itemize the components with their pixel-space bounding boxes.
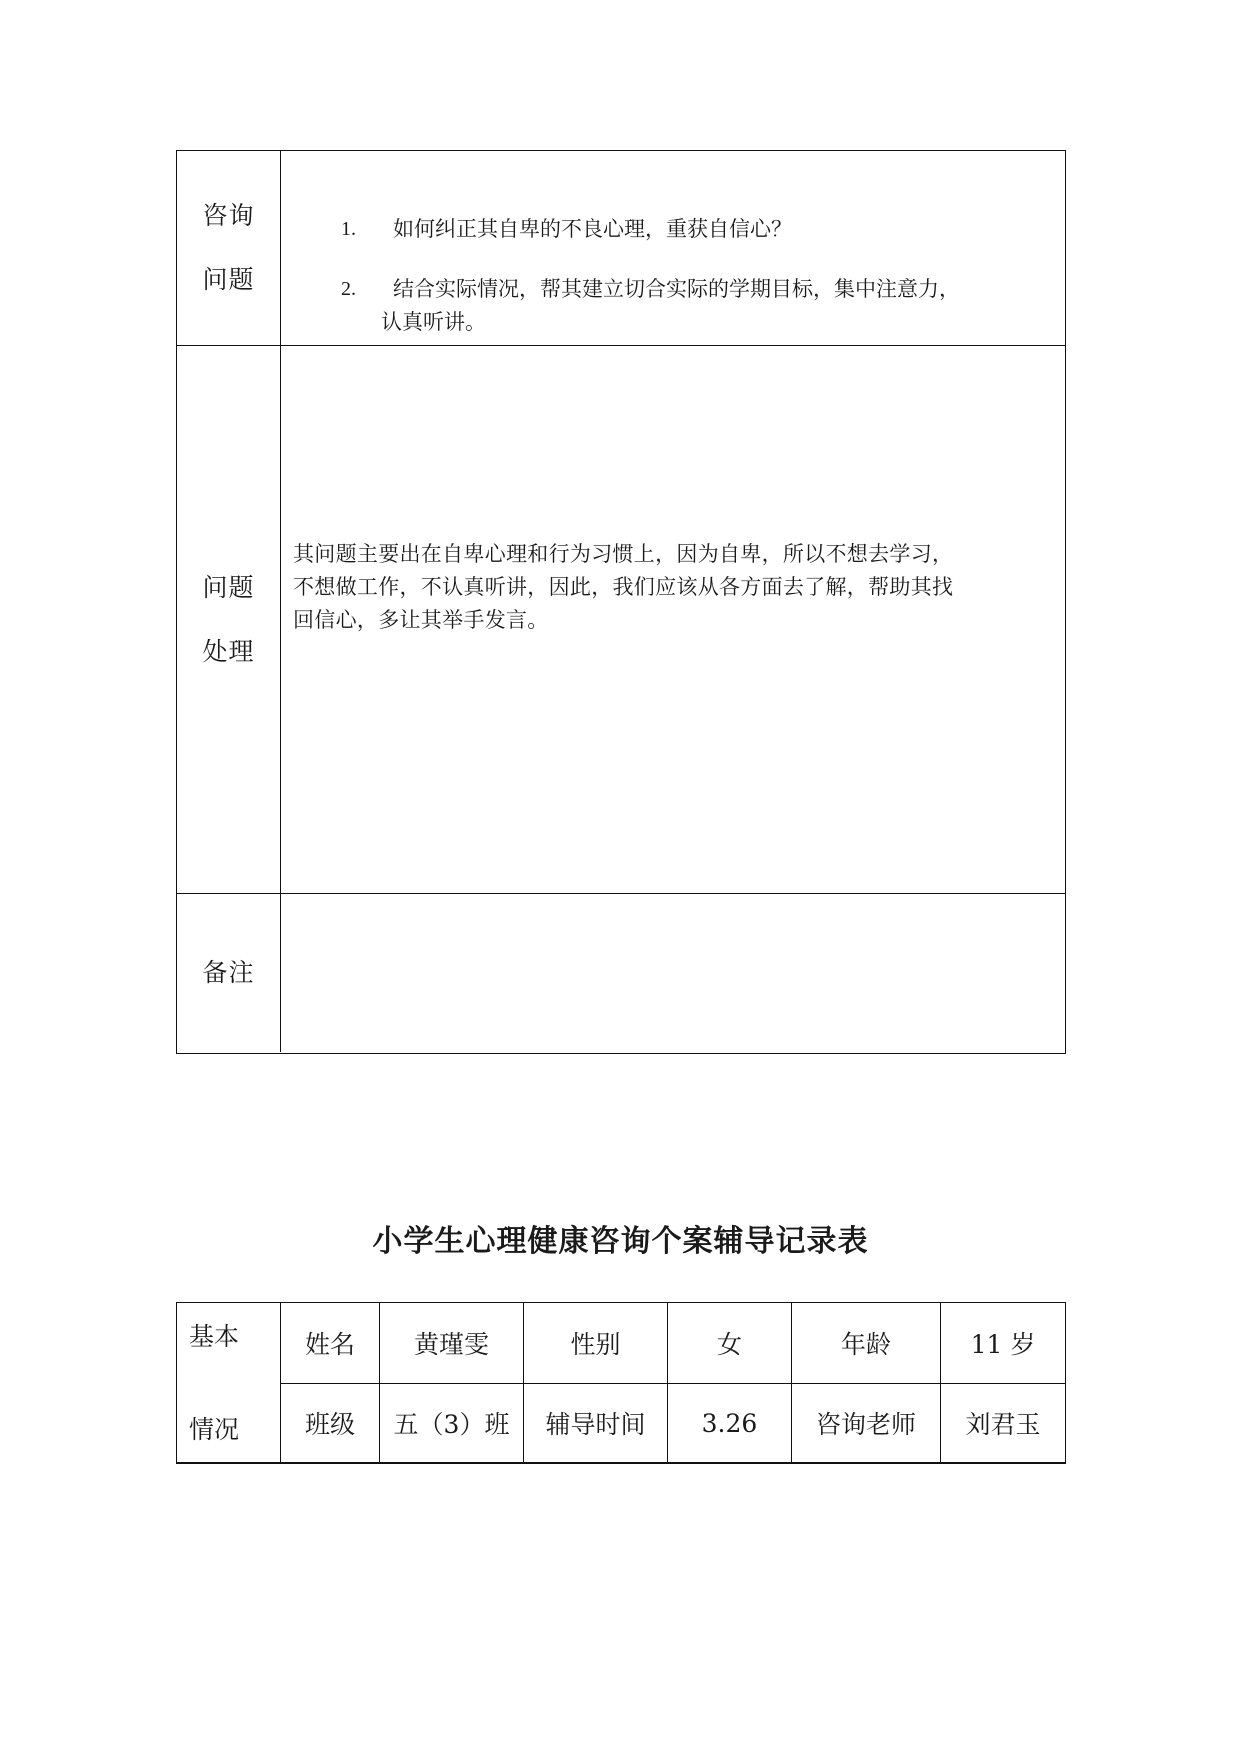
age-value-cell — [941, 1303, 1065, 1384]
handling-row — [177, 345, 1065, 893]
question-item — [341, 213, 1051, 246]
handling-text-line1: 其问题主要出在自卑心理和行为习惯上，因为自卑，所以不想去学习， — [293, 542, 954, 566]
question-number: 1. — [341, 218, 356, 240]
question-text-line1: 结合实际情况，帮其建立切合实际的学期目标，集中注意力， — [393, 277, 960, 301]
questions-label-line2: 问题 — [202, 265, 255, 294]
gender-value-cell — [668, 1303, 792, 1384]
remarks-row — [177, 893, 1065, 1052]
questions-label — [177, 151, 281, 345]
time-label: 辅导时间 — [545, 1410, 646, 1439]
class-label: 班级 — [304, 1410, 355, 1439]
gender-value: 女 — [716, 1330, 742, 1359]
questions-content — [281, 151, 1065, 345]
question-item — [341, 273, 1051, 339]
basic-info-label-line2: 情况 — [189, 1415, 240, 1444]
time-value-cell — [668, 1384, 792, 1462]
handling-text-line2: 不想做工作，不认真听讲，因此，我们应该从各方面去了解，帮助其找 — [293, 575, 954, 599]
question-text: 如何纠正其自卑的不良心理，重获自信心？ — [393, 217, 792, 241]
questions-label-line1: 咨询 — [202, 201, 255, 230]
document-title: 小学生心理健康咨询个案辅导记录表 — [372, 1224, 869, 1259]
question-text-line2: 认真听讲。 — [381, 310, 486, 334]
time-value: 3.26 — [701, 1408, 758, 1438]
question-number: 2. — [341, 278, 356, 300]
teacher-value: 刘君玉 — [965, 1410, 1041, 1439]
handling-paragraph — [293, 538, 1055, 637]
basic-info-label-line1: 基本 — [189, 1322, 240, 1351]
basic-info-row-label — [177, 1303, 281, 1462]
consultation-table — [176, 150, 1066, 1054]
name-value: 黄瑾雯 — [413, 1330, 489, 1359]
teacher-value-cell — [941, 1384, 1065, 1462]
handling-text-line3: 回信心，多让其举手发言。 — [293, 608, 549, 632]
class-label-cell — [281, 1384, 380, 1462]
age-value: 11 岁 — [970, 1330, 1036, 1359]
gender-label: 性别 — [570, 1330, 621, 1359]
time-label-cell — [524, 1384, 668, 1462]
handling-label-line1: 问题 — [202, 572, 255, 602]
remarks-label — [177, 894, 281, 1052]
name-label-cell — [281, 1303, 380, 1384]
name-label: 姓名 — [304, 1330, 355, 1359]
teacher-label: 咨询老师 — [815, 1410, 916, 1439]
handling-label-line2: 处理 — [202, 636, 255, 666]
questions-row — [177, 151, 1065, 345]
name-value-cell — [380, 1303, 524, 1384]
basic-info-table — [176, 1302, 1066, 1464]
basic-info-grid — [281, 1303, 1065, 1462]
handling-content — [281, 346, 1065, 893]
remarks-content — [281, 894, 1065, 1052]
gender-label-cell — [524, 1303, 668, 1384]
class-value: 五（3）班 — [393, 1410, 510, 1439]
class-value-cell — [380, 1384, 524, 1462]
handling-label — [177, 346, 281, 893]
age-label: 年龄 — [840, 1330, 891, 1359]
age-label-cell — [792, 1303, 941, 1384]
remarks-label-text: 备注 — [202, 958, 255, 987]
teacher-label-cell — [792, 1384, 941, 1462]
